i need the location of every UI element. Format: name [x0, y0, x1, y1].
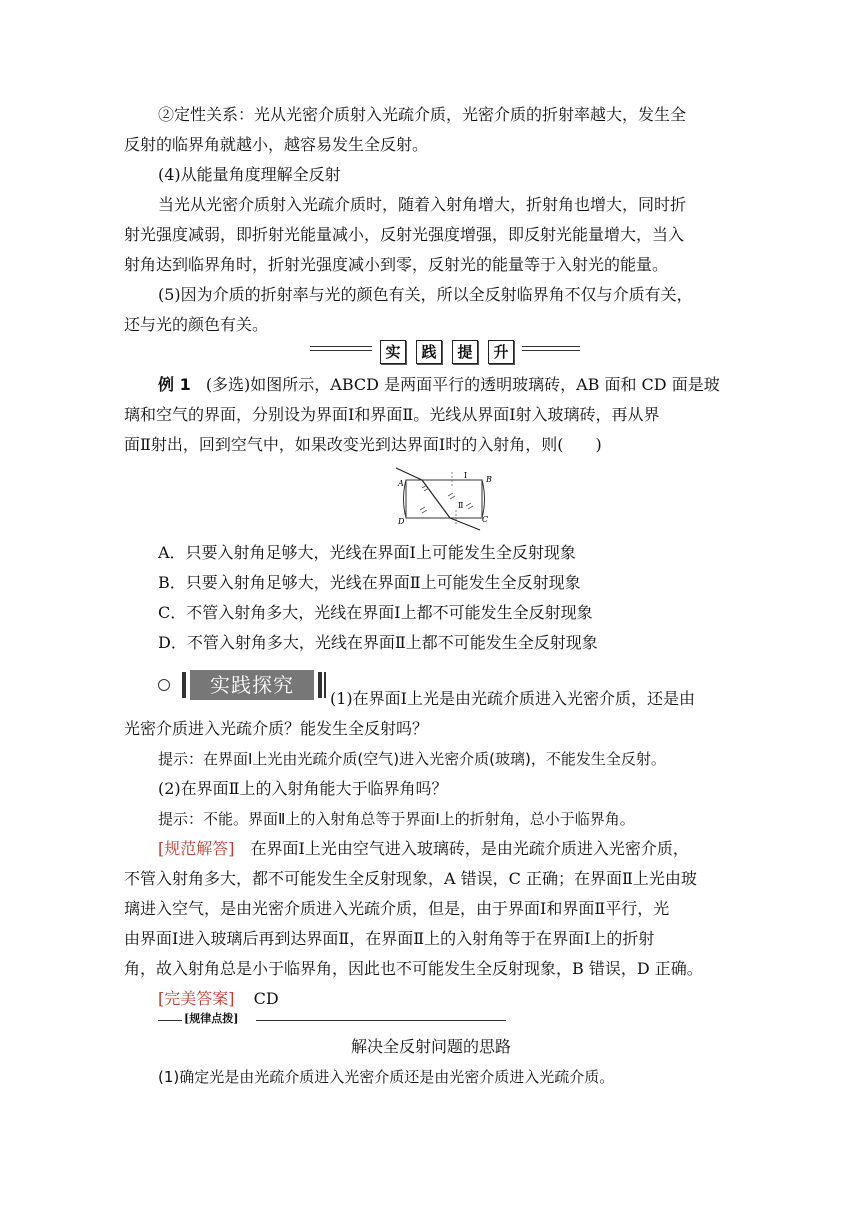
inquiry-question: (2)在界面Ⅱ上的入射角能大于临界角吗？ — [158, 779, 448, 798]
answer-value: CD — [253, 989, 279, 1008]
example-text: (多选)如图所示，ABCD 是两面平行的透明玻璃砖，AB 面和 CD 面是玻 — [205, 375, 720, 394]
figure-label-interface-2: Ⅱ — [458, 501, 464, 510]
tag-bar — [324, 672, 326, 698]
example-label: 例 1 — [158, 375, 191, 394]
rule-line — [256, 1020, 506, 1021]
solution-line: 角，故入射角总是小于临界角，因此也不可能发生全反射现象，B 错误，D 正确。 — [124, 959, 703, 978]
inquiry-hint: 提示：不能。界面Ⅱ上的入射角总等于界面Ⅰ上的折射角，总小于临界角。 — [158, 810, 635, 828]
paragraph-line: 当光从光密介质射入光疏介质时，随着入射角增大，折射角也增大，同时折 — [158, 195, 687, 214]
paragraph-line: 反射的临界角就越小，越容易发生全反射。 — [124, 135, 429, 154]
paragraph-line: ②定性关系：光从光密介质射入光疏介质，光密介质的折射率越大，发生全 — [158, 105, 687, 124]
banner-char: 践 — [416, 340, 442, 364]
paragraph-line: 还与光的颜色有关。 — [124, 315, 269, 334]
rule-tip-header — [158, 1012, 506, 1026]
figure-label-d: D — [398, 517, 405, 526]
banner-char: 提 — [452, 340, 478, 364]
example-line: 璃和空气的界面，分别设为界面Ⅰ和界面Ⅱ。光线从界面Ⅰ射入玻璃砖，再从界 — [124, 405, 660, 424]
solution-label: [规范解答] — [158, 839, 235, 858]
option-c: C．不管入射角多大，光线在界面Ⅰ上都不可能发生全反射现象 — [158, 603, 593, 622]
paragraph-line: (5)因为介质的折射率与光的颜色有关，所以全反射临界角不仅与介质有关， — [158, 285, 693, 304]
rule-line — [158, 1020, 182, 1021]
inquiry-question: 光密介质进入光疏介质？能发生全反射吗？ — [124, 719, 429, 738]
rule-title: 解决全反射问题的思路 — [350, 1037, 511, 1056]
solution-line: 由界面Ⅰ进入玻璃后再到达界面Ⅱ，在界面Ⅱ上的入射角等于在界面Ⅰ上的折射 — [124, 929, 655, 948]
banner-rule-right — [522, 346, 580, 351]
rule-line-text: (1)确定光是由光疏介质进入光密介质还是由光密介质进入光疏介质。 — [158, 1068, 615, 1086]
example-line — [158, 374, 738, 396]
solution-line: 璃进入空气，是由光密介质进入光疏介质，但是，由于界面Ⅰ和界面Ⅱ平行，光 — [124, 899, 670, 918]
glass-block-figure — [392, 466, 500, 532]
figure-label-interface-1: Ⅰ — [464, 471, 468, 480]
option-a: A．只要入射角足够大，光线在界面Ⅰ上可能发生全反射现象 — [158, 543, 576, 562]
banner-rule-left — [310, 346, 372, 351]
figure-label-a: A — [398, 479, 404, 488]
option-d: D．不管入射角多大，光线在界面Ⅱ上都不可能发生全反射现象 — [158, 633, 598, 652]
rule-tag-label: [规律点拨] — [184, 1012, 239, 1025]
practice-banner — [310, 338, 580, 366]
banner-char: 实 — [380, 340, 406, 364]
solution-line — [158, 838, 738, 860]
inquiry-hint: 提示：在界面Ⅰ上光由光疏介质(空气)进入光密介质(玻璃)，不能发生全反射。 — [158, 750, 666, 768]
tag-bar — [318, 672, 322, 698]
solution-line: 不管入射角多大，都不可能发生全反射现象，A 错误，C 正确；在界面Ⅱ上光由玻 — [124, 869, 697, 888]
inquiry-question: (1)在界面Ⅰ上光是由光疏介质进入光密介质，还是由 — [330, 689, 695, 708]
paragraph-line: 射角达到临界角时，折射光强度减小到零，反射光的能量等于入射光的能量。 — [124, 255, 669, 274]
answer-label: [完美答案] — [158, 989, 235, 1008]
answer-line — [158, 988, 738, 1010]
figure-label-c: C — [482, 515, 489, 524]
solution-text: 在界面Ⅰ上光由空气进入玻璃砖，是由光疏介质进入光密介质， — [234, 839, 689, 858]
figure-label-b: B — [486, 475, 492, 484]
tag-bar — [182, 672, 186, 698]
banner-char: 升 — [488, 340, 514, 364]
paragraph-line: 射光强度减弱，即折射光能量减小，反射光强度增强，即反射光能量增大，当入 — [124, 225, 685, 244]
section-heading: (4)从能量角度理解全反射 — [158, 165, 341, 184]
example-line: 面Ⅱ射出，回到空气中，如果改变光到达界面Ⅰ时的入射角，则( ) — [124, 435, 602, 454]
tag-label: 实践探究 — [190, 670, 314, 700]
circle-icon — [158, 679, 170, 691]
option-b: B．只要入射角足够大，光线在界面Ⅱ上可能发生全反射现象 — [158, 573, 581, 592]
